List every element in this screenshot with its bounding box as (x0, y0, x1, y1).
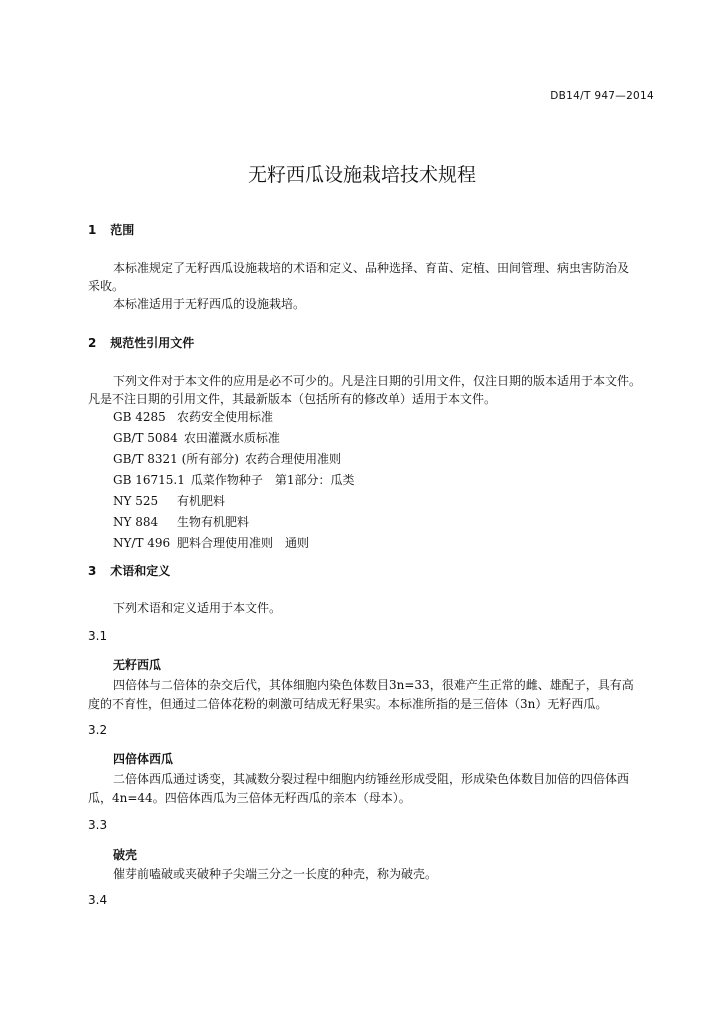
section-3-intro: 下列术语和定义适用于本文件。 (113, 601, 282, 615)
reference-item (113, 429, 280, 446)
reference-item (113, 513, 249, 530)
section-title: 术语和定义 (110, 564, 171, 578)
reference-code: GB/T 5084 (113, 431, 178, 445)
reference-title: 农药合理使用准则 (244, 452, 341, 466)
reference-code: NY 884 (113, 515, 159, 529)
term-definition-line: 瓜，4n=44。四倍体西瓜为三倍体无籽西瓜的亲本（母本）。 (88, 791, 411, 805)
reference-code: GB 16715.1 (113, 473, 185, 487)
term-name: 无籽西瓜 (113, 658, 162, 672)
reference-item (113, 492, 225, 509)
reference-title: 农药安全使用标准 (177, 410, 274, 424)
reference-title: 肥料合理使用准则 通则 (177, 536, 310, 550)
subclause-number: 3.4 (88, 893, 108, 907)
reference-item (113, 450, 341, 467)
section-2-paragraph-line: 凡是不注日期的引用文件，其最新版本（包括所有的修改单）适用于本文件。 (88, 392, 497, 406)
reference-title: 生物有机肥料 (177, 515, 250, 529)
subclause-number: 3.1 (88, 629, 108, 643)
reference-title: 农田灌溉水质标准 (183, 431, 280, 445)
term-definition-line: 二倍体西瓜通过诱变，其减数分裂过程中细胞内纺锤丝形成受阻，形成染色体数目加倍的四倍体西 (113, 772, 630, 786)
section-number: 2 (88, 336, 97, 350)
term-definition-line: 四倍体与二倍体的杂交后代，其体细胞内染色体数目3n=33，很难产生正常的雌、雄配子，具有高 (113, 678, 634, 692)
section-1-paragraph-line: 采收。 (88, 279, 125, 293)
section-1-paragraph: 本标准适用于无籽西瓜的设施栽培。 (113, 297, 306, 311)
section-title: 范围 (110, 223, 135, 237)
reference-item (113, 471, 354, 488)
section-3-heading (88, 562, 170, 579)
standard-code: DB14/T 947—2014 (550, 90, 654, 102)
section-1-paragraph-line: 本标准规定了无籽西瓜设施栽培的术语和定义、品种选择、育苗、定植、田间管理、病虫害防治及 (113, 261, 630, 275)
term-definition-line: 催芽前嗑破或夹破种子尖端三分之一长度的种壳，称为破壳。 (113, 867, 438, 881)
section-2-paragraph-line: 下列文件对于本文件的应用是必不可少的。凡是注日期的引用文件，仅注日期的版本适用于本文件。 (113, 374, 642, 388)
reference-item (113, 534, 309, 551)
subclause-number: 3.2 (88, 723, 108, 737)
document-title: 无籽西瓜设施栽培技术规程 (247, 164, 476, 186)
reference-title: 瓜菜作物种子 第1部分：瓜类 (190, 473, 355, 487)
term-name: 破壳 (113, 848, 138, 862)
reference-code: GB/T 8321 (所有部分) (113, 452, 239, 466)
term-definition-line: 度的不育性，但通过二倍体花粉的刺激可结成无籽果实。本标准所指的是三倍体（3n）无籽西瓜。 (88, 697, 608, 711)
section-1-heading (88, 221, 134, 238)
subclause-number: 3.3 (88, 818, 108, 832)
section-title: 规范性引用文件 (110, 336, 195, 350)
reference-item (113, 408, 273, 425)
reference-title: 有机肥料 (177, 494, 226, 508)
reference-code: NY/T 496 (113, 536, 171, 550)
reference-code: NY 525 (113, 494, 159, 508)
section-number: 1 (88, 223, 97, 237)
reference-code: GB 4285 (113, 410, 166, 424)
section-number: 3 (88, 564, 97, 578)
term-name: 四倍体西瓜 (113, 752, 174, 766)
section-2-heading (88, 334, 194, 351)
